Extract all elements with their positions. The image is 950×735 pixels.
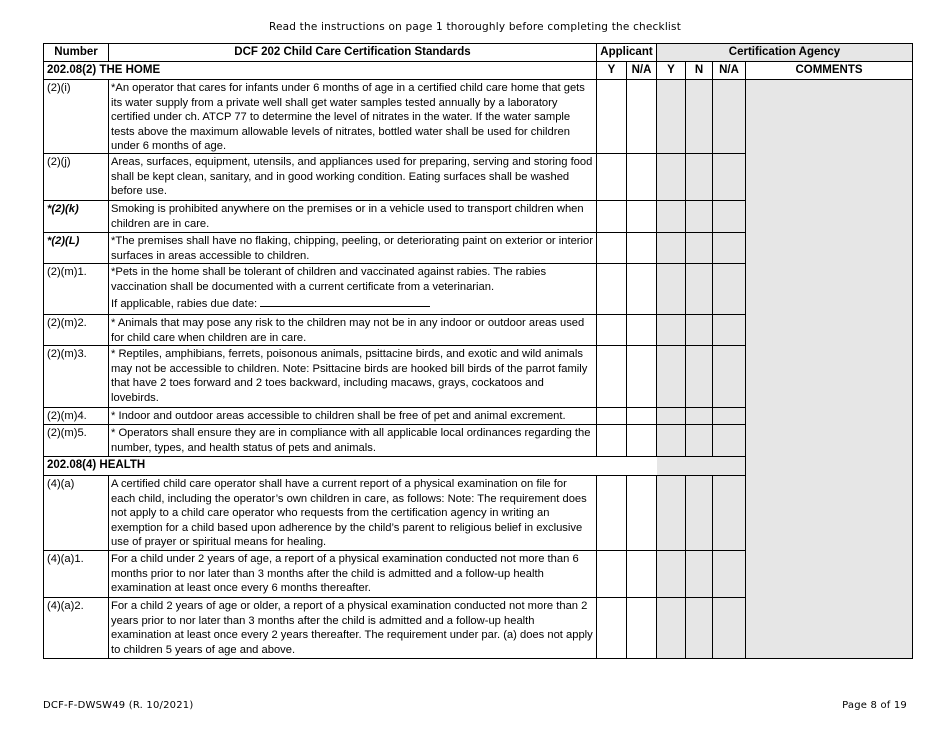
page-number: Page 8 of 19 — [842, 700, 907, 711]
row-standard-text: *The premises shall have no flaking, chipping, peeling, or deteriorating paint on exterior or interior surfaces in areas accessible to children. — [111, 235, 593, 262]
row-standard-text: For a child 2 years of age or older, a report of a physical examination conducted not more than 2 years prior to nor later than 3 months after the child is admitted and a follow-up health examination at least once every 2 years thereafter. The requirement under par. (a) does not apply to children 5 years of age and above. — [111, 600, 593, 656]
row-number: (4)(a) — [47, 478, 75, 490]
row-number: (2)(m)2. — [47, 317, 87, 329]
row-standard-text: Areas, surfaces, equipment, utensils, and appliances used for preparing, serving and storing food shall be kept clean, sanitary, and in good working condition. Eating surfaces shall be washed before use. — [111, 156, 593, 197]
row-standard-text: *An operator that cares for infants under 6 months of age in a certified child care home that gets its water supply from a private well shall get water samples tested annually by a laboratory certified under ch. ATCP 77 to determine the level of nitrates in the water. If the water sample tests above the maximum allowable levels of nitrates, bottled water shall be used for children under 6 months of age. — [111, 82, 585, 152]
row-number: *(2)(k) — [47, 203, 79, 215]
row-number: (2)(m)4. — [47, 410, 87, 422]
row-standard-text: * Operators shall ensure they are in compliance with all applicable local ordinances regarding the number, types, and health status of pets and animals. — [111, 427, 591, 454]
row-number: (2)(m)1. — [47, 266, 87, 278]
instructions-note: Read the instructions on page 1 thoroughly before completing the checklist — [268, 21, 682, 33]
row-number: (2)(m)5. — [47, 427, 87, 439]
header-certification-agency: Certification Agency — [728, 46, 841, 58]
row-standard-text: For a child under 2 years of age, a report of a physical examination conducted not more than 6 months prior to nor later than 3 months after the child is admitted and a follow-up health examination at least once every 6 months thereafter. — [111, 553, 579, 594]
row-number: (2)(i) — [47, 82, 71, 94]
header-agency-y: Y — [667, 64, 675, 76]
header-agency-na: N/A — [719, 64, 739, 76]
row-standard-text: * Animals that may pose any risk to the children may not be in any indoor or outdoor areas used for child care when children are in care. — [111, 317, 585, 344]
row-number: *(2)(L) — [47, 235, 80, 247]
rabies-due-date-field[interactable] — [260, 296, 430, 307]
row-standard-text: * Indoor and outdoor areas accessible to children shall be free of pet and animal excrement. — [111, 410, 566, 422]
rabies-due-date-label: If applicable, rabies due date: — [111, 298, 258, 310]
section-title-health: 202.08(4) HEALTH — [47, 459, 146, 471]
header-applicant-y: Y — [607, 64, 616, 76]
header-applicant: Applicant — [600, 46, 653, 58]
header-agency-n: N — [694, 64, 704, 76]
row-number: (4)(a)2. — [47, 600, 84, 612]
header-comments: COMMENTS — [795, 64, 863, 76]
row-standard-text: A certified child care operator shall have a current report of a physical examination on file for each child, including the operator’s own children in care, as follows: Note: The requirement does not apply to a child care operator who requests from the certification agency in writing an exemption for a child based upon adherence by the child’s parent to religious belief in exclusive use of prayer or spiritual means for healing. — [111, 478, 587, 548]
row-number: (2)(j) — [47, 156, 71, 168]
header-standards: DCF 202 Child Care Certification Standards — [234, 46, 471, 58]
row-standard-text-main: *Pets in the home shall be tolerant of children and vaccinated against rabies. The rabies vaccination shall be documented with a current certificate from a veterinarian. — [111, 266, 547, 293]
row-standard-text — [109, 264, 596, 314]
row-number: (2)(m)3. — [47, 348, 87, 360]
row-standard-text: Smoking is prohibited anywhere on the premises or in a vehicle used to transport children when children are in care. — [111, 203, 584, 230]
form-id: DCF-F-DWSW49 (R. 10/2021) — [43, 700, 194, 711]
header-applicant-na: N/A — [631, 64, 652, 76]
row-standard-text: * Reptiles, amphibians, ferrets, poisonous animals, psittacine birds, and exotic and wild animals may not be accessible to children. Note: Psittacine birds are hooked bill birds of the parrot family that have 2 toes forward and 2 toes backward, including macaws, grays, cockatoos and lovebirds. — [111, 348, 588, 404]
row-number: (4)(a)1. — [47, 553, 84, 565]
section-title-home: 202.08(2) THE HOME — [47, 64, 161, 76]
header-number: Number — [54, 46, 98, 58]
